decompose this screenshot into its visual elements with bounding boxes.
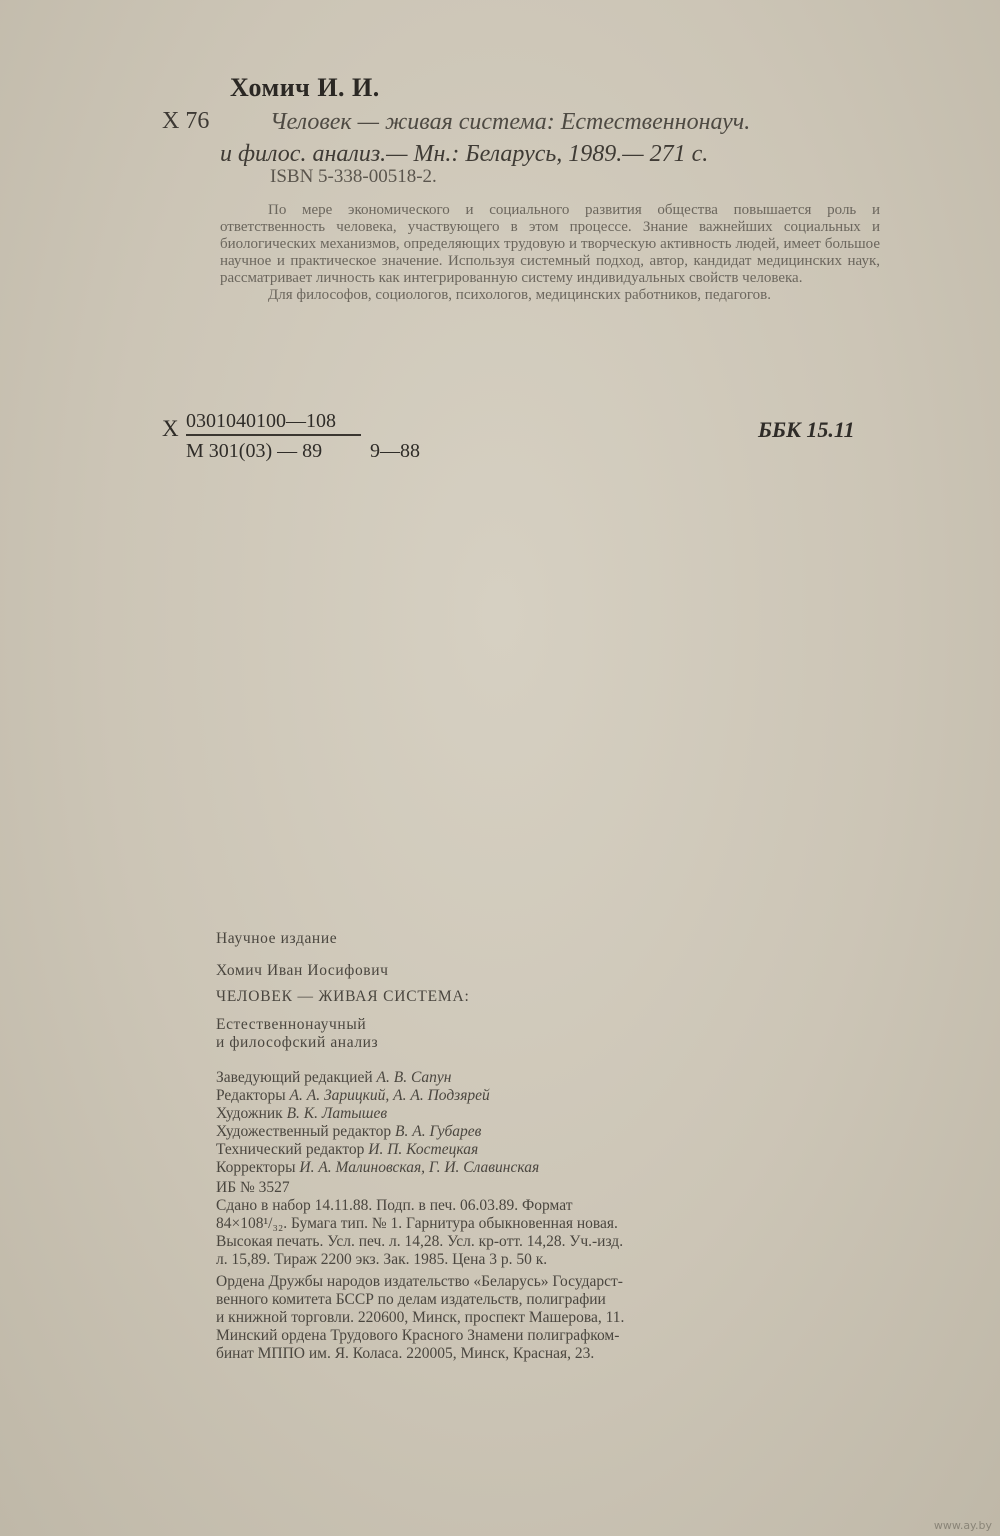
imprint-block <box>216 930 876 1363</box>
print-details-1: Сдано в набор 14.11.88. Подп. в печ. 06.03.89. Формат <box>216 1197 573 1214</box>
card-author: Хомич И. И. <box>230 73 380 102</box>
fraction-suffix: 9—88 <box>370 440 420 462</box>
imprint-subtitle-2: и философский анализ <box>216 1034 379 1051</box>
staff-role: Художник <box>216 1105 287 1122</box>
staff-role: Художественный редактор <box>216 1123 396 1140</box>
staff-row <box>216 1123 876 1141</box>
staff-row <box>216 1159 876 1177</box>
staff-names: А. В. Сапун <box>376 1069 452 1086</box>
staff-list <box>216 1069 876 1177</box>
printer-line-1: Минский ордена Трудового Красного Знамени полиграфком- <box>216 1327 620 1344</box>
publisher-line-3: и книжной торговли. 220600, Минск, проспект Машерова, 11. <box>216 1309 625 1326</box>
printer-line-2: бинат МППО им. Я. Коласа. 220005, Минск, Красная, 23. <box>216 1345 595 1362</box>
staff-row <box>216 1069 876 1087</box>
fraction-bar <box>186 434 361 436</box>
print-details-2: 84×108¹/₃₂. Бумага тип. № 1. Гарнитура обыкновенная новая. <box>216 1215 618 1232</box>
watermark: www.ay.by <box>933 1519 992 1532</box>
staff-role: Заведующий редакцией <box>216 1069 377 1086</box>
fraction-numerator: 0301040100—108 <box>186 410 336 432</box>
isbn: ISBN 5-338-00518-2. <box>270 166 437 187</box>
bbk-code: ББК 15.11 <box>758 417 855 442</box>
publisher-line-1: Ордена Дружбы народов издательство «Беларусь» Государст- <box>216 1273 623 1290</box>
staff-role: Корректоры <box>216 1159 300 1176</box>
edition-type: Научное издание <box>216 930 338 947</box>
print-details-3: Высокая печать. Усл. печ. л. 14,28. Усл. кр-отт. 14,28. Уч.-изд. <box>216 1233 624 1250</box>
annotation-audience: Для философов, социологов, психологов, медицинских работников, педагогов. <box>268 287 771 303</box>
staff-names: И. П. Костецкая <box>368 1141 479 1158</box>
publisher-line-2: венного комитета БССР по делам издательств, полиграфии <box>216 1291 606 1308</box>
staff-names: В. А. Губарев <box>395 1123 482 1140</box>
ib-number: ИБ № 3527 <box>216 1179 290 1196</box>
description-line-2: и филос. анализ.— Мн.: Беларусь, 1989.— 271 с. <box>220 141 709 167</box>
staff-row <box>216 1087 876 1105</box>
print-details-4: л. 15,89. Тираж 2200 экз. Зак. 1985. Цена 3 р. 50 к. <box>216 1251 548 1268</box>
staff-role: Технический редактор <box>216 1141 369 1158</box>
staff-names: И. А. Малиновская, Г. И. Славинская <box>299 1159 540 1176</box>
staff-names: А. А. Зарицкий, А. А. Подзярей <box>289 1087 490 1104</box>
imprint-subtitle-1: Естественнонаучный <box>216 1016 367 1033</box>
staff-names: В. К. Латышев <box>286 1105 388 1122</box>
annotation-paragraph: По мере экономического и социального развития общества повышается роль и ответственность человека, участвующего в этом процессе. Знание важнейших социальных и биологических механизмов, определяющих трудовую и творческую активность людей, имеет большое научное и практическое значение. Используя системный подход, автор, кандидат медицинских наук, рассматривает личность как интегрированную систему индивидуальных свойств человека. <box>220 202 880 286</box>
author-full-name: Хомич Иван Иосифович <box>216 962 389 979</box>
call-code: Х 76 <box>162 108 210 134</box>
staff-row <box>216 1105 876 1123</box>
index-fraction <box>186 410 361 462</box>
fraction-denominator: М 301(03) — 89 <box>186 440 323 462</box>
imprint-title: ЧЕЛОВЕК — ЖИВАЯ СИСТЕМА: <box>216 988 470 1005</box>
annotation <box>220 202 880 304</box>
description-line-1: Человек — живая система: Естественнонауч. <box>270 109 751 135</box>
staff-row <box>216 1141 876 1159</box>
index-letter: Х <box>162 416 179 441</box>
staff-role: Редакторы <box>216 1087 290 1104</box>
